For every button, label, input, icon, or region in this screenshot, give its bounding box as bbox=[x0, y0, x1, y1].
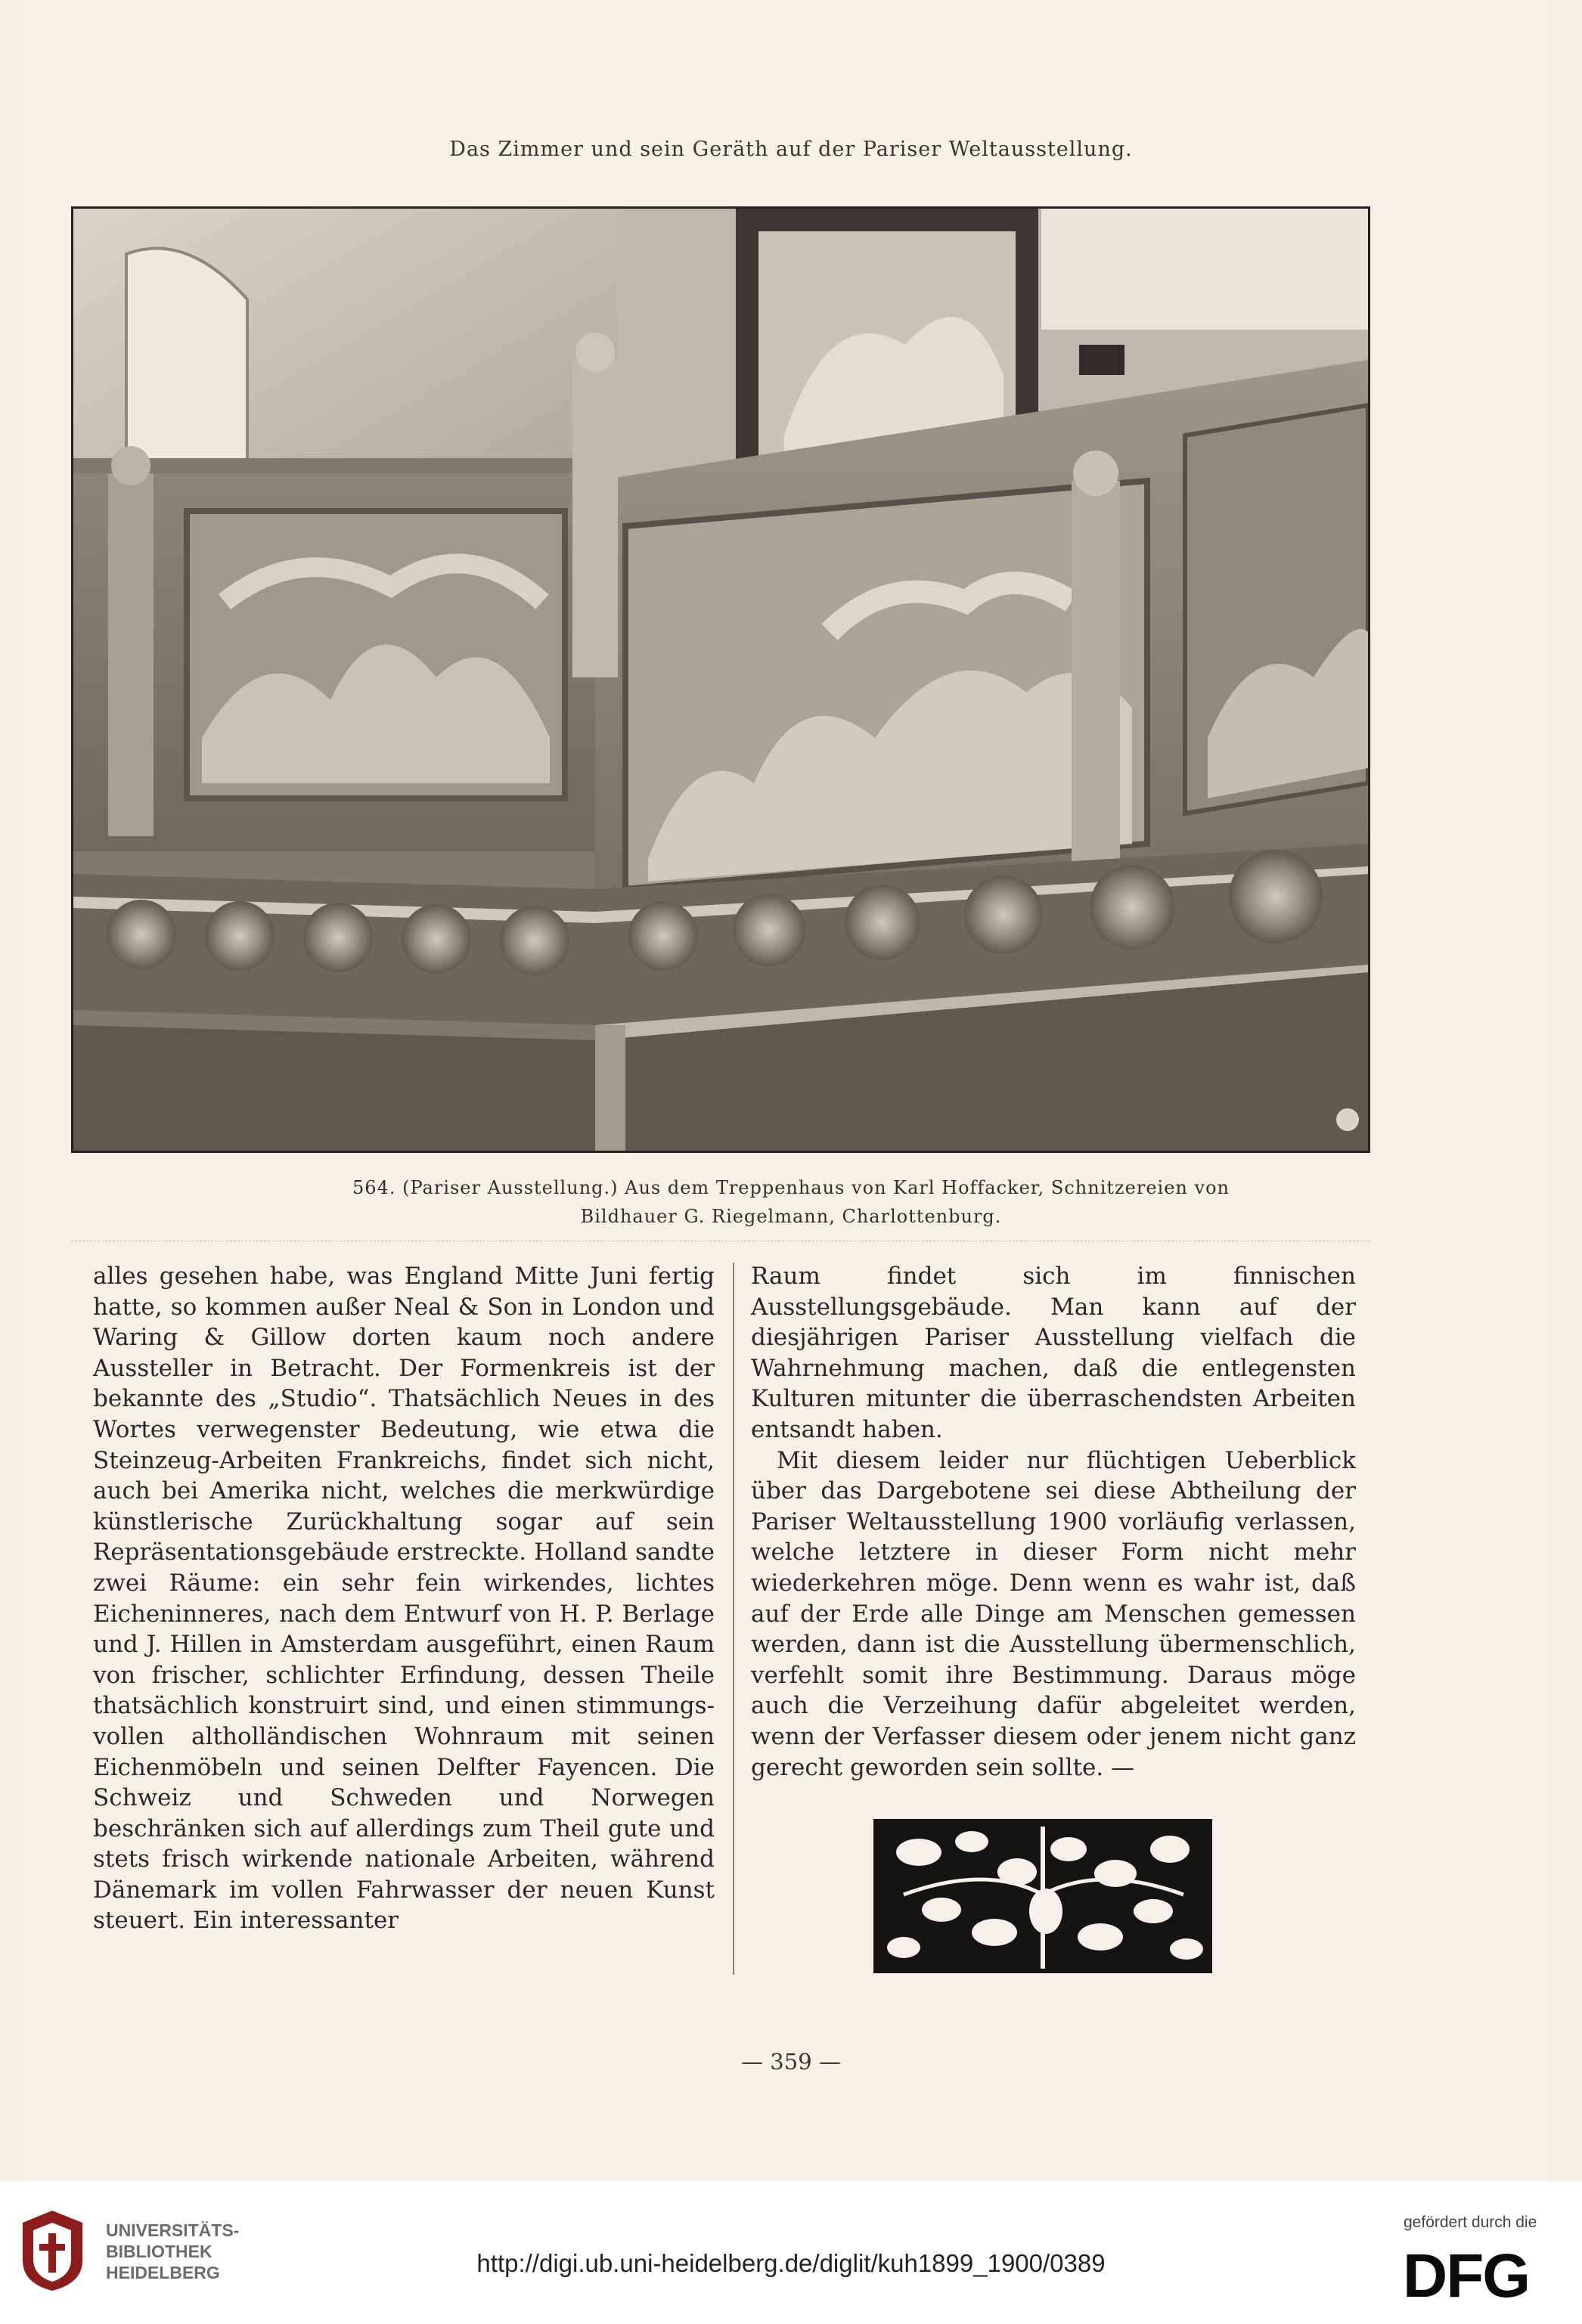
library-line-3: HEIDELBERG bbox=[106, 2263, 220, 2282]
library-line-2: BIBLIOTHEK bbox=[106, 2242, 212, 2261]
right-paragraph-2: Mit diesem leider nur flüchtigen Ueberblick über das Dargebotene sei diese Abtheilung der Pariser Weltausstellung 1900 vorläufig verlassen, welche letztere in dieser Form nicht mehr wiederkehren möge. Denn wenn es wahr ist, daß auf der Erde alle Dinge am Menschen gemessen werden, dann ist die Ausstellung übermenschlich, verfehlt somit ihre Bestimmung. Daraus möge auch die Verzeihung dafür abgeleitet werden, wenn der Verfasser diesem oder jenem nicht ganz gerecht geworden sein sollte. — bbox=[751, 1446, 1356, 1781]
funding-note: gefördert durch die bbox=[1404, 2214, 1537, 2231]
dfg-logo: DFG bbox=[1403, 2242, 1530, 2310]
running-header: Das Zimmer und sein Geräth auf der Pariser Weltausstellung. bbox=[449, 138, 1133, 161]
left-paragraph: alles gesehen habe, was England Mitte Juni fertig hatte, so kommen außer Neal & Son in London und Waring & Gillow dorten kaum noch andere Aussteller in Betracht. Der Formenkreis ist der bekannte des „Studio“. Thatsächlich Neues in des Wortes verwegenster Bedeutung, wie etwa die Steinzeug-Arbeiten Frankreichs, findet sich nicht, auch bei Amerika nicht, welches die merkwürdige künstlerische Zurückhaltung sogar auf sein Repräsentationsgebäude erstreckte. Holland sandte zwei Räume: ein sehr fein wirkendes, lichtes Eicheninneres, nach dem Entwurf von H. P. Berlage und J. Hillen in Amsterdam ausgeführt, einen Raum von frischer, schlichter Erfindung, dessen Theile thatsächlich konstruirt sind, und einen stimmungsvollen altholländischen Wohnraum mit seinen Eichenmöbeln und seinen Delfter Fayencen. Die Schweiz und Schweden und Norwegen beschränken sich auf allerdings zum Theil gute und stets frisch wirkende nationale Arbeiten, während Dänemark im vollen Fahrwasser der neuen Kunst steuert. Ein interessanter bbox=[93, 1263, 715, 1935]
figure-caption-line-2: Bildhauer G. Riegelmann, Charlottenburg. bbox=[580, 1206, 1002, 1227]
left-text-column bbox=[93, 1261, 715, 1936]
right-text-column bbox=[751, 1261, 1356, 1783]
right-paragraph-1: Raum findet sich im finnischen Ausstellungsgebäude. Man kann auf der diesjährigen Pariser Ausstellung vielfach die Wahrnehmung machen, daß die entlegensten Kulturen mitunter die überraschendsten Arbeiten entsandt haben. bbox=[751, 1263, 1356, 1443]
staircase-carving-photo bbox=[73, 209, 1368, 1151]
digital-copy-link[interactable]: http://digi.ub.uni-heidelberg.de/diglit/kuh1899_1900/0389 bbox=[476, 2249, 1106, 2277]
page-number: — 359 — bbox=[741, 2049, 841, 2075]
library-line-1: UNIVERSITÄTS- bbox=[106, 2220, 240, 2240]
figure-photograph bbox=[71, 206, 1370, 1153]
decorative-vignette bbox=[873, 1819, 1212, 1973]
figure-caption-line-1: 564. (Pariser Ausstellung.) Aus dem Treppenhaus von Karl Hoffacker, Schnitzereien von bbox=[352, 1177, 1230, 1198]
column-divider bbox=[733, 1263, 734, 1975]
